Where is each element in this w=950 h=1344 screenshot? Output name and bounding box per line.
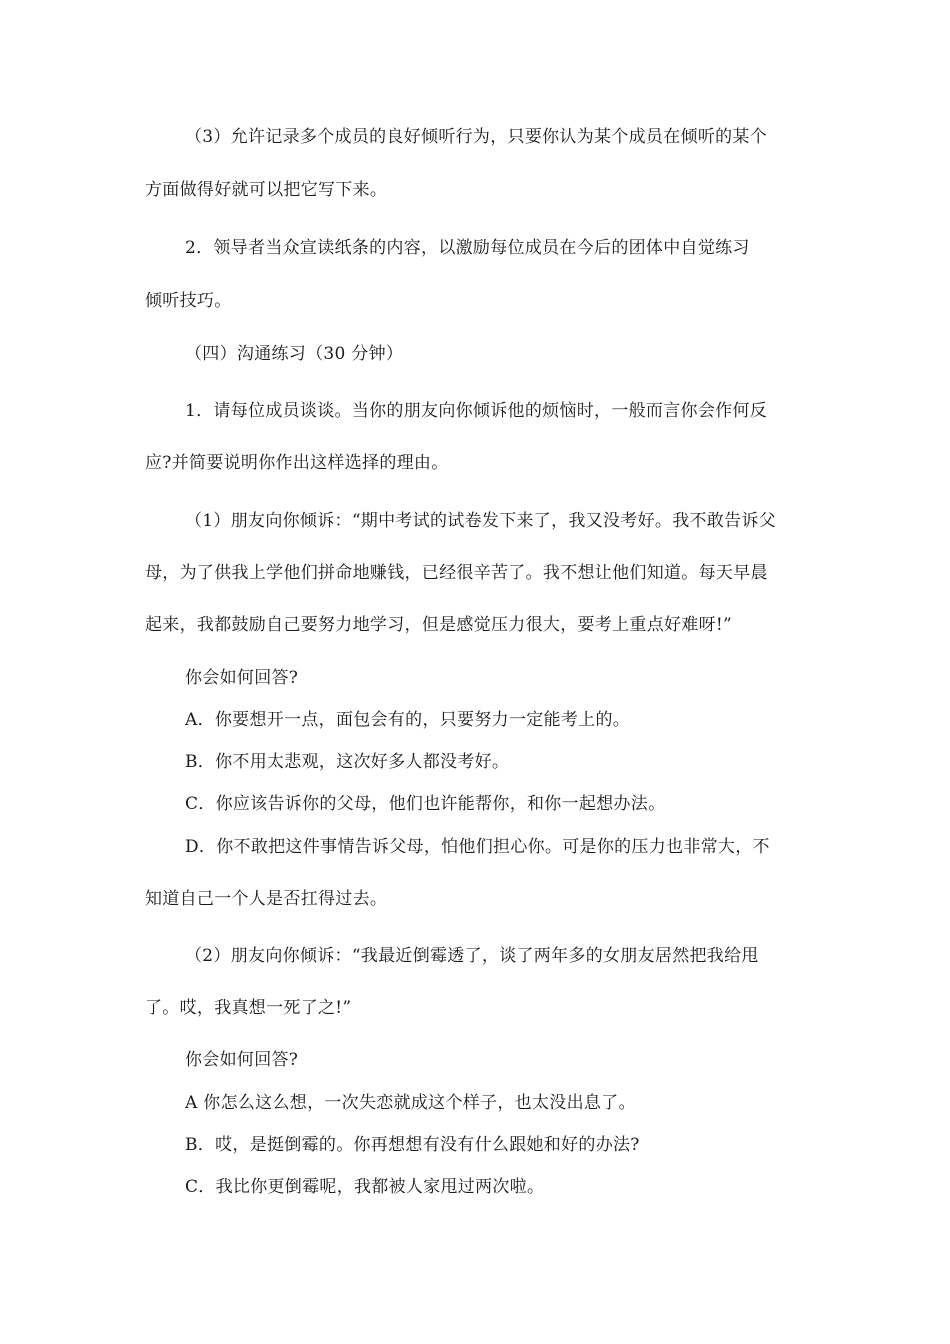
paragraph-2-line-2: 倾听技巧。 (145, 291, 232, 311)
scenario-1-line-2: 母，为了供我上学他们拼命地赚钱，已经很辛苦了。我不想让他们知道。每天早晨 (145, 563, 768, 583)
paragraph-2-line-1: 2．领导者当众宣读纸条的内容，以激励每位成员在今后的团体中自觉练习 (185, 238, 750, 258)
question-1-line-2: 应?并简要说明你作出这样选择的理由。 (145, 453, 449, 473)
paragraph-3-line-2: 方面做得好就可以把它写下来。 (145, 180, 388, 200)
scenario-2-line-1: （2）朋友向你倾诉：“我最近倒霉透了，谈了两年多的女朋友居然把我给甩 (185, 946, 759, 966)
scenario-1-option-b: B．你不用太悲观，这次好多人都没考好。 (185, 752, 510, 772)
section-heading: （四）沟通练习（30 分钟） (185, 344, 404, 364)
scenario-1-prompt: 你会如何回答? (185, 668, 299, 688)
scenario-1-option-c: C．你应该告诉你的父母，他们也许能帮你，和你一起想办法。 (185, 794, 666, 814)
scenario-2-option-c: C．我比你更倒霉呢，我都被人家甩过两次啦。 (185, 1177, 545, 1197)
scenario-2-option-a: A 你怎么这么想，一次失恋就成这个样子，也太没出息了。 (185, 1093, 636, 1113)
scenario-2-line-2: 了。哎，我真想一死了之!” (145, 998, 352, 1018)
scenario-1-option-d-line-2: 知道自己一个人是否扛得过去。 (145, 889, 388, 909)
scenario-2-prompt: 你会如何回答? (185, 1050, 299, 1070)
scenario-1-line-1: （1）朋友向你倾诉：“期中考试的试卷发下来了，我又没考好。我不敢告诉父 (185, 511, 777, 531)
scenario-1-option-a: A．你要想开一点，面包会有的，只要努力一定能考上的。 (185, 710, 631, 730)
scenario-2-option-b: B．哎，是挺倒霉的。你再想想有没有什么跟她和好的办法? (185, 1135, 640, 1155)
paragraph-3-line-1: （3）允许记录多个成员的良好倾听行为，只要你认为某个成员在倾听的某个 (185, 127, 768, 147)
question-1-line-1: 1．请每位成员谈谈。当你的朋友向你倾诉他的烦恼时，一般而言你会作何反 (185, 401, 768, 421)
scenario-1-option-d-line-1: D．你不敢把这件事情告诉父母，怕他们担心你。可是你的压力也非常大，不 (185, 837, 770, 857)
scenario-1-line-3: 起来，我都鼓励自己要努力地学习，但是感觉压力很大，要考上重点好难呀!” (145, 615, 733, 635)
